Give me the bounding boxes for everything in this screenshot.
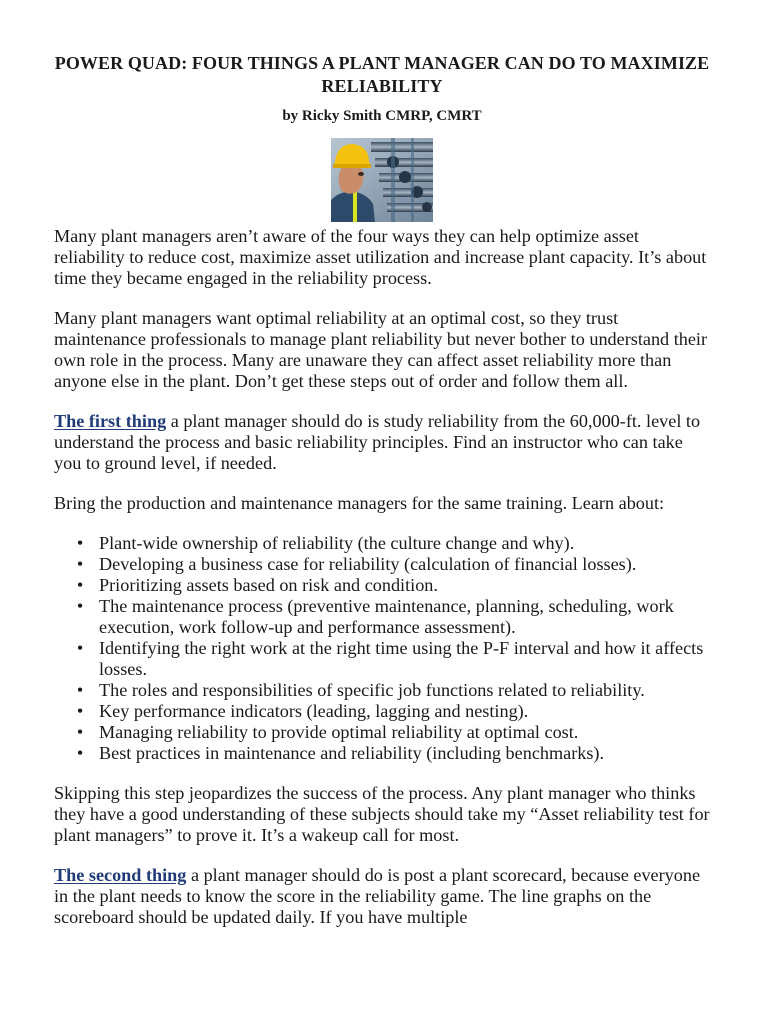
first-thing-link[interactable]: The first thing	[54, 411, 167, 431]
second-thing-paragraph	[54, 865, 710, 928]
second-thing-text: a plant manager should do is post a plant scorecard, because everyone in the plant needs to know the score in the reliability game. The line graphs on the scoreboard should be updated daily. If you have multiple	[54, 865, 701, 927]
photo-container	[54, 138, 710, 222]
trust-paragraph: Many plant managers want optimal reliability at an optimal cost, so they trust maintenance professionals to manage plant reliability but never bother to understand their own role in the process. Many are unaware they can affect asset reliability more than anyone else in the plant. Don’t get these steps out of order and follow them all.	[54, 308, 708, 391]
skipping-paragraph: Skipping this step jeopardizes the success of the process. Any plant manager who thinks they have a good understanding of these subjects should take my “Asset reliability test for plant managers” to prove it. It’s a wakeup call for most.	[54, 783, 710, 845]
bullet-icon: •	[76, 575, 84, 595]
list-item: • Developing a business case for reliability (calculation of financial losses).	[76, 554, 637, 574]
second-thing-link[interactable]: The second thing	[54, 865, 187, 885]
article	[54, 52, 710, 928]
list-item: • Plant-wide ownership of reliability (the culture change and why).	[76, 533, 575, 553]
bullet-icon: •	[76, 680, 84, 700]
list-item: • Key performance indicators (leading, lagging and nesting).	[76, 701, 529, 721]
bullet-icon: •	[76, 554, 84, 574]
training-topics-list	[54, 533, 710, 764]
intro-paragraph: Many plant managers aren’t aware of the four ways they can help optimize asset reliability to reduce cost, maximize asset utilization and increase plant capacity. It’s about time they became engaged in the reliability process.	[54, 226, 707, 288]
article-title: POWER QUAD: FOUR THINGS A PLANT MANAGER CAN DO TO MAXIMIZE RELIABILITY	[54, 53, 710, 96]
first-thing-text: a plant manager should do is study reliability from the 60,000-ft. level to understand the process and basic reliability principles. Find an instructor who can take you to ground level, if needed.	[54, 411, 701, 473]
list-item: • Identifying the right work at the right time using the P-F interval and how it affects losses.	[76, 638, 704, 679]
bullet-icon: •	[76, 596, 84, 616]
bullet-icon: •	[76, 533, 84, 553]
list-item: • The maintenance process (preventive maintenance, planning, scheduling, work execution, work follow-up and performance assessment).	[76, 596, 674, 637]
list-item: • Prioritizing assets based on risk and condition.	[76, 575, 438, 595]
bullet-icon: •	[76, 722, 84, 742]
training-intro: Bring the production and maintenance managers for the same training. Learn about:	[54, 493, 665, 513]
bullet-icon: •	[76, 638, 84, 658]
list-item: • The roles and responsibilities of specific job functions related to reliability.	[76, 680, 645, 700]
list-item: • Best practices in maintenance and reliability (including benchmarks).	[76, 743, 605, 763]
list-item: • Managing reliability to provide optimal reliability at optimal cost.	[76, 722, 579, 742]
bullet-icon: •	[76, 743, 84, 763]
bullet-icon: •	[76, 701, 84, 721]
article-byline: by Ricky Smith CMRP, CMRT	[282, 108, 482, 124]
worker-photo	[331, 138, 433, 222]
first-thing-paragraph	[54, 411, 710, 474]
